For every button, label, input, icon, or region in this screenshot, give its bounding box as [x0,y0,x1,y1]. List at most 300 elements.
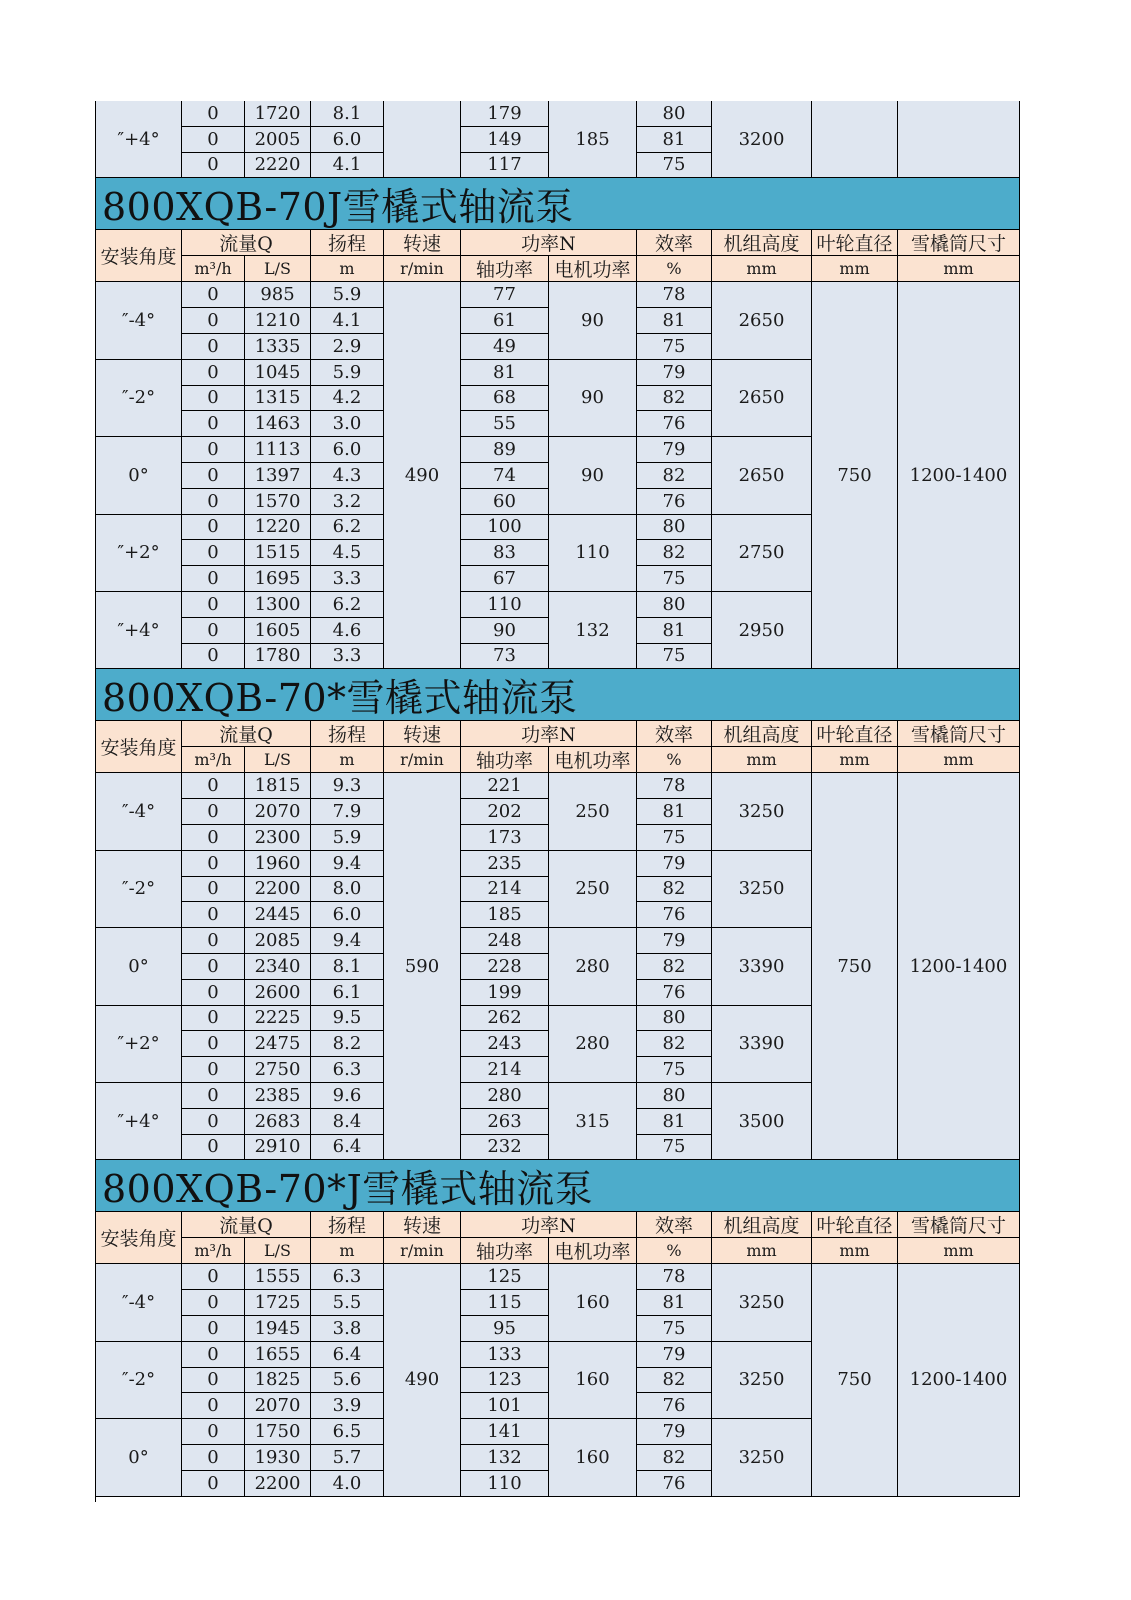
row-efficiency-cell: 81 [637,308,712,334]
unit-mm: mm [812,747,898,773]
header-tube-size: 雪橇筒尺寸 [898,721,1020,747]
row-efficiency-cell: 75 [637,1057,712,1083]
angle-cell: ″+4° [96,1083,182,1160]
row-head-cell: 9.4 [311,928,384,954]
header-head: 扬程 [311,721,384,747]
angle-cell: ″-2° [96,360,182,437]
unit-m3h: m³/h [182,747,245,773]
row-efficiency-cell: 75 [637,644,712,670]
row-flow-ls-cell: 1335 [245,334,311,360]
row-flow-ls-cell: 2445 [245,902,311,928]
top-row-flow-ls-cell: 2220 [245,153,311,179]
unit-shaft-power: 轴功率 [461,1238,549,1264]
unit-height-cell: 2750 [712,515,812,592]
row-flow-ls-cell: 1113 [245,437,311,463]
unit-ls: L/S [245,747,311,773]
row-flow-m3h-cell: 0 [182,980,245,1006]
row-head-cell: 4.0 [311,1471,384,1497]
row-shaft-power-cell: 235 [461,851,549,877]
row-efficiency-cell: 75 [637,566,712,592]
row-flow-ls-cell: 1570 [245,489,311,515]
header-angle: 安装角度 [96,1212,182,1264]
angle-cell: 0° [96,1419,182,1496]
top-row-flow-m3h-cell: 0 [182,127,245,153]
motor-power-cell: 160 [549,1419,637,1496]
row-head-cell: 3.2 [311,489,384,515]
row-flow-ls-cell: 2750 [245,1057,311,1083]
row-flow-m3h-cell: 0 [182,437,245,463]
unit-mm: mm [712,256,812,282]
row-flow-m3h-cell: 0 [182,463,245,489]
row-efficiency-cell: 81 [637,1109,712,1135]
top-row-shaft-power-cell: 149 [461,127,549,153]
unit-height-cell: 3250 [712,1264,812,1341]
row-efficiency-cell: 82 [637,1031,712,1057]
row-head-cell: 5.9 [311,360,384,386]
top-row-head-cell: 4.1 [311,153,384,179]
row-flow-m3h-cell: 0 [182,489,245,515]
header-speed: 转速 [384,721,461,747]
row-flow-m3h-cell: 0 [182,282,245,308]
unit-percent: % [637,1238,712,1264]
row-flow-ls-cell: 985 [245,282,311,308]
angle-cell: 0° [96,437,182,514]
row-flow-m3h-cell: 0 [182,566,245,592]
header-speed: 转速 [384,230,461,256]
unit-height-cell: 2650 [712,360,812,437]
header-efficiency: 效率 [637,1212,712,1238]
row-efficiency-cell: 80 [637,592,712,618]
unit-percent: % [637,747,712,773]
unit-height-cell: 3250 [712,851,812,928]
row-head-cell: 6.2 [311,592,384,618]
row-flow-ls-cell: 1605 [245,618,311,644]
row-flow-ls-cell: 1655 [245,1342,311,1368]
row-flow-ls-cell: 1825 [245,1368,311,1394]
row-shaft-power-cell: 101 [461,1393,549,1419]
row-flow-ls-cell: 1695 [245,566,311,592]
row-shaft-power-cell: 60 [461,489,549,515]
row-flow-ls-cell: 1945 [245,1316,311,1342]
row-efficiency-cell: 76 [637,411,712,437]
header-speed: 转速 [384,1212,461,1238]
row-flow-ls-cell: 2085 [245,928,311,954]
row-efficiency-cell: 76 [637,1393,712,1419]
row-shaft-power-cell: 214 [461,1057,549,1083]
row-head-cell: 3.3 [311,566,384,592]
unit-mm: mm [712,1238,812,1264]
row-head-cell: 4.2 [311,386,384,412]
row-flow-m3h-cell: 0 [182,1445,245,1471]
impeller-diameter-cell: 750 [812,282,898,669]
row-flow-m3h-cell: 0 [182,1057,245,1083]
row-flow-ls-cell: 1210 [245,308,311,334]
angle-cell: ″+2° [96,515,182,592]
row-shaft-power-cell: 49 [461,334,549,360]
top-row-flow-ls-cell: 2005 [245,127,311,153]
angle-cell: ″-4° [96,282,182,359]
unit-height-cell: 3200 [712,101,812,178]
row-flow-ls-cell: 1725 [245,1290,311,1316]
tube-size-cell: 1200-1400 [898,282,1020,669]
row-flow-ls-cell: 1750 [245,1419,311,1445]
row-shaft-power-cell: 214 [461,877,549,903]
row-shaft-power-cell: 185 [461,902,549,928]
header-angle: 安装角度 [96,230,182,282]
header-power: 功率N [461,721,637,747]
row-shaft-power-cell: 232 [461,1135,549,1161]
row-flow-ls-cell: 1780 [245,644,311,670]
row-flow-m3h-cell: 0 [182,1006,245,1032]
motor-power-cell: 132 [549,592,637,669]
header-head: 扬程 [311,230,384,256]
motor-power-cell: 90 [549,282,637,359]
row-flow-m3h-cell: 0 [182,1316,245,1342]
header-tube-size: 雪橇筒尺寸 [898,1212,1020,1238]
row-efficiency-cell: 76 [637,1471,712,1497]
row-shaft-power-cell: 110 [461,592,549,618]
unit-motor-power: 电机功率 [549,747,637,773]
row-flow-m3h-cell: 0 [182,773,245,799]
motor-power-cell: 160 [549,1342,637,1419]
header-unit-height: 机组高度 [712,1212,812,1238]
row-shaft-power-cell: 125 [461,1264,549,1290]
row-flow-m3h-cell: 0 [182,386,245,412]
header-impeller: 叶轮直径 [812,721,898,747]
row-flow-m3h-cell: 0 [182,1393,245,1419]
motor-power-cell: 280 [549,1006,637,1083]
unit-height-cell: 3390 [712,928,812,1005]
angle-cell: ″+4° [96,592,182,669]
row-head-cell: 4.3 [311,463,384,489]
row-flow-m3h-cell: 0 [182,1031,245,1057]
unit-rmin: r/min [384,256,461,282]
row-head-cell: 9.3 [311,773,384,799]
top-row-flow-ls-cell: 1720 [245,101,311,127]
row-efficiency-cell: 79 [637,928,712,954]
top-row-head-cell: 8.1 [311,101,384,127]
unit-percent: % [637,256,712,282]
row-flow-m3h-cell: 0 [182,592,245,618]
row-flow-ls-cell: 1815 [245,773,311,799]
row-shaft-power-cell: 55 [461,411,549,437]
row-shaft-power-cell: 202 [461,799,549,825]
row-efficiency-cell: 78 [637,282,712,308]
row-head-cell: 5.6 [311,1368,384,1394]
tube-size-cell: 1200-1400 [898,773,1020,1160]
row-head-cell: 6.3 [311,1057,384,1083]
row-flow-m3h-cell: 0 [182,1083,245,1109]
section-title: 800XQB-70J雪橇式轴流泵 [96,178,1020,230]
impeller-diameter-cell: 750 [812,1264,898,1496]
unit-m3h: m³/h [182,256,245,282]
motor-power-cell: 110 [549,515,637,592]
motor-power-cell: 315 [549,1083,637,1160]
row-flow-ls-cell: 2340 [245,954,311,980]
unit-ls: L/S [245,256,311,282]
row-flow-ls-cell: 1315 [245,386,311,412]
row-flow-m3h-cell: 0 [182,1342,245,1368]
unit-rmin: r/min [384,1238,461,1264]
motor-power-cell: 90 [549,437,637,514]
speed-cell: 490 [384,1264,461,1496]
row-head-cell: 6.0 [311,437,384,463]
header-impeller: 叶轮直径 [812,230,898,256]
unit-height-cell: 3250 [712,1419,812,1496]
row-shaft-power-cell: 77 [461,282,549,308]
row-head-cell: 3.3 [311,644,384,670]
row-efficiency-cell: 82 [637,877,712,903]
row-flow-ls-cell: 1220 [245,515,311,541]
impeller-diameter-cell: 750 [812,773,898,1160]
row-head-cell: 7.9 [311,799,384,825]
row-flow-ls-cell: 1300 [245,592,311,618]
row-flow-m3h-cell: 0 [182,851,245,877]
row-efficiency-cell: 79 [637,851,712,877]
motor-power-cell: 250 [549,851,637,928]
unit-mm: mm [712,747,812,773]
row-shaft-power-cell: 133 [461,1342,549,1368]
unit-height-cell: 2950 [712,592,812,669]
row-head-cell: 6.2 [311,515,384,541]
row-efficiency-cell: 76 [637,489,712,515]
row-flow-m3h-cell: 0 [182,1419,245,1445]
angle-cell: ″-4° [96,1264,182,1341]
row-shaft-power-cell: 263 [461,1109,549,1135]
row-flow-ls-cell: 2910 [245,1135,311,1161]
header-power: 功率N [461,230,637,256]
row-flow-m3h-cell: 0 [182,618,245,644]
row-efficiency-cell: 76 [637,902,712,928]
unit-motor-power: 电机功率 [549,256,637,282]
angle-cell: ″+2° [96,1006,182,1083]
speed-cell: 490 [384,282,461,669]
row-efficiency-cell: 75 [637,825,712,851]
row-shaft-power-cell: 83 [461,540,549,566]
angle-cell: ″-4° [96,773,182,850]
row-shaft-power-cell: 123 [461,1368,549,1394]
angle-cell: 0° [96,928,182,1005]
unit-mm: mm [898,1238,1020,1264]
angle-cell: ″-2° [96,851,182,928]
row-head-cell: 3.9 [311,1393,384,1419]
row-head-cell: 5.9 [311,825,384,851]
row-flow-m3h-cell: 0 [182,902,245,928]
row-flow-ls-cell: 2475 [245,1031,311,1057]
unit-motor-power: 电机功率 [549,1238,637,1264]
header-angle: 安装角度 [96,721,182,773]
header-unit-height: 机组高度 [712,721,812,747]
row-flow-ls-cell: 2200 [245,1471,311,1497]
row-flow-m3h-cell: 0 [182,644,245,670]
unit-m3h: m³/h [182,1238,245,1264]
row-shaft-power-cell: 89 [461,437,549,463]
row-flow-m3h-cell: 0 [182,411,245,437]
row-head-cell: 6.0 [311,902,384,928]
top-row-flow-m3h-cell: 0 [182,153,245,179]
row-flow-m3h-cell: 0 [182,540,245,566]
row-flow-ls-cell: 2070 [245,799,311,825]
row-head-cell: 8.2 [311,1031,384,1057]
row-head-cell: 5.5 [311,1290,384,1316]
header-efficiency: 效率 [637,721,712,747]
row-flow-m3h-cell: 0 [182,360,245,386]
row-head-cell: 2.9 [311,334,384,360]
row-flow-m3h-cell: 0 [182,308,245,334]
row-flow-m3h-cell: 0 [182,1135,245,1161]
header-flow: 流量Q [182,721,311,747]
row-head-cell: 5.7 [311,1445,384,1471]
motor-power-cell: 250 [549,773,637,850]
row-head-cell: 6.3 [311,1264,384,1290]
section-title: 800XQB-70*雪橇式轴流泵 [96,669,1020,721]
row-efficiency-cell: 78 [637,1264,712,1290]
speed-cell: 590 [384,773,461,1160]
row-head-cell: 6.4 [311,1135,384,1161]
header-flow: 流量Q [182,230,311,256]
row-flow-m3h-cell: 0 [182,825,245,851]
row-flow-m3h-cell: 0 [182,515,245,541]
unit-mm: mm [898,747,1020,773]
row-shaft-power-cell: 228 [461,954,549,980]
row-head-cell: 9.6 [311,1083,384,1109]
top-row-shaft-power-cell: 117 [461,153,549,179]
row-efficiency-cell: 75 [637,334,712,360]
unit-m: m [311,1238,384,1264]
row-efficiency-cell: 75 [637,1316,712,1342]
unit-height-cell: 3250 [712,1342,812,1419]
header-unit-height: 机组高度 [712,230,812,256]
top-row-flow-m3h-cell: 0 [182,101,245,127]
angle-cell: ″+4° [96,101,182,178]
row-efficiency-cell: 75 [637,1135,712,1161]
row-head-cell: 4.5 [311,540,384,566]
row-flow-m3h-cell: 0 [182,1368,245,1394]
row-flow-ls-cell: 1397 [245,463,311,489]
row-efficiency-cell: 80 [637,1006,712,1032]
row-head-cell: 3.0 [311,411,384,437]
row-shaft-power-cell: 90 [461,618,549,644]
motor-power-cell: 280 [549,928,637,1005]
row-efficiency-cell: 80 [637,515,712,541]
row-shaft-power-cell: 141 [461,1419,549,1445]
top-row-head-cell: 6.0 [311,127,384,153]
unit-m: m [311,747,384,773]
unit-height-cell: 2650 [712,437,812,514]
row-efficiency-cell: 79 [637,437,712,463]
header-power: 功率N [461,1212,637,1238]
row-flow-ls-cell: 2300 [245,825,311,851]
row-head-cell: 6.5 [311,1419,384,1445]
row-shaft-power-cell: 199 [461,980,549,1006]
row-shaft-power-cell: 221 [461,773,549,799]
motor-power-cell: 160 [549,1264,637,1341]
unit-mm: mm [812,1238,898,1264]
row-flow-m3h-cell: 0 [182,1264,245,1290]
top-row-shaft-power-cell: 179 [461,101,549,127]
row-flow-ls-cell: 2683 [245,1109,311,1135]
row-head-cell: 6.1 [311,980,384,1006]
row-flow-m3h-cell: 0 [182,954,245,980]
row-flow-m3h-cell: 0 [182,928,245,954]
row-efficiency-cell: 78 [637,773,712,799]
row-flow-m3h-cell: 0 [182,1109,245,1135]
motor-power-cell: 90 [549,360,637,437]
top-row-efficiency-cell: 75 [637,153,712,179]
row-flow-m3h-cell: 0 [182,799,245,825]
angle-cell: ″-2° [96,1342,182,1419]
unit-mm: mm [812,256,898,282]
row-head-cell: 5.9 [311,282,384,308]
row-shaft-power-cell: 248 [461,928,549,954]
unit-height-cell: 3500 [712,1083,812,1160]
row-efficiency-cell: 80 [637,1083,712,1109]
row-efficiency-cell: 76 [637,980,712,1006]
row-flow-ls-cell: 2385 [245,1083,311,1109]
row-efficiency-cell: 81 [637,1290,712,1316]
row-shaft-power-cell: 100 [461,515,549,541]
row-shaft-power-cell: 61 [461,308,549,334]
row-efficiency-cell: 82 [637,1368,712,1394]
row-flow-ls-cell: 1463 [245,411,311,437]
tube-size-cell: 1200-1400 [898,1264,1020,1496]
unit-height-cell: 3390 [712,1006,812,1083]
header-tube-size: 雪橇筒尺寸 [898,230,1020,256]
row-shaft-power-cell: 280 [461,1083,549,1109]
row-efficiency-cell: 82 [637,386,712,412]
row-flow-ls-cell: 2600 [245,980,311,1006]
unit-mm: mm [898,256,1020,282]
header-impeller: 叶轮直径 [812,1212,898,1238]
row-flow-ls-cell: 1930 [245,1445,311,1471]
section-title: 800XQB-70*J雪橇式轴流泵 [96,1160,1020,1212]
row-head-cell: 8.1 [311,954,384,980]
row-head-cell: 6.4 [311,1342,384,1368]
row-efficiency-cell: 82 [637,1445,712,1471]
header-efficiency: 效率 [637,230,712,256]
row-efficiency-cell: 81 [637,799,712,825]
motor-power-cell: 185 [549,101,637,178]
row-head-cell: 8.0 [311,877,384,903]
unit-shaft-power: 轴功率 [461,747,549,773]
tube-size-cell [898,101,1020,178]
row-flow-ls-cell: 1515 [245,540,311,566]
row-flow-m3h-cell: 0 [182,334,245,360]
row-shaft-power-cell: 110 [461,1471,549,1497]
row-head-cell: 9.5 [311,1006,384,1032]
row-flow-m3h-cell: 0 [182,1290,245,1316]
row-flow-ls-cell: 2070 [245,1393,311,1419]
row-shaft-power-cell: 74 [461,463,549,489]
row-flow-m3h-cell: 0 [182,1471,245,1497]
row-efficiency-cell: 82 [637,540,712,566]
row-shaft-power-cell: 173 [461,825,549,851]
row-shaft-power-cell: 81 [461,360,549,386]
row-efficiency-cell: 82 [637,954,712,980]
row-head-cell: 4.1 [311,308,384,334]
row-shaft-power-cell: 243 [461,1031,549,1057]
row-flow-ls-cell: 2200 [245,877,311,903]
row-efficiency-cell: 82 [637,463,712,489]
impeller-cell [812,101,898,178]
row-head-cell: 3.8 [311,1316,384,1342]
row-flow-ls-cell: 2225 [245,1006,311,1032]
row-shaft-power-cell: 67 [461,566,549,592]
unit-m: m [311,256,384,282]
row-efficiency-cell: 79 [637,1419,712,1445]
row-shaft-power-cell: 115 [461,1290,549,1316]
row-flow-m3h-cell: 0 [182,877,245,903]
